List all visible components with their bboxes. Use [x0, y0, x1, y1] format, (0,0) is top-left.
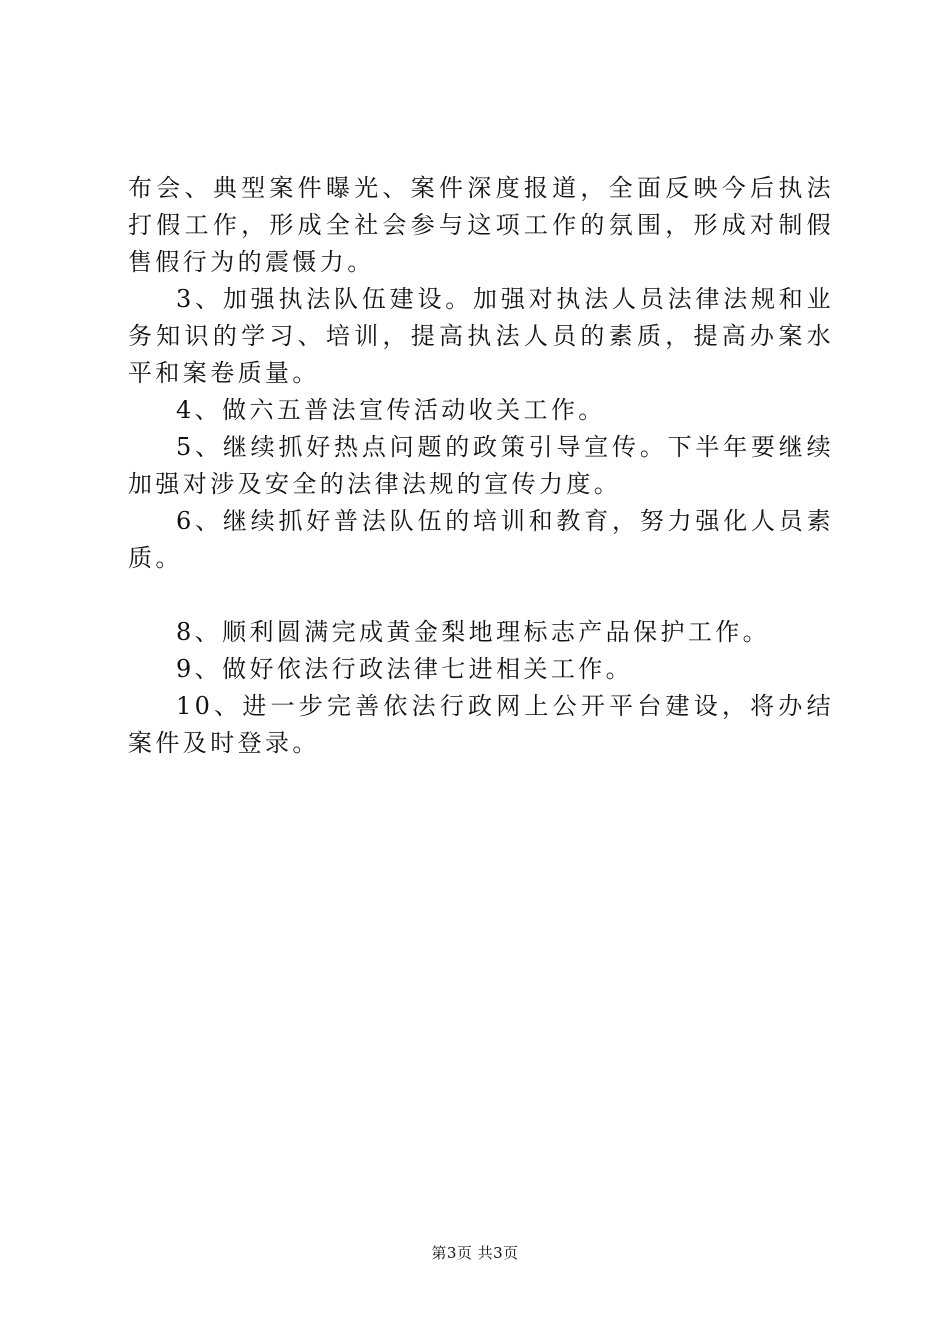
paragraph-item-9: 9、做好依法行政法律七进相关工作。 — [176, 655, 634, 683]
paragraph-item-4: 4、做六五普法宣传活动收关工作。 — [176, 396, 606, 424]
paragraph-item-3: 3、加强执法队伍建设。加强对执法人员法律法规和业务知识的学习、培训，提高执法人员的素质，提高办案水平和案卷质量。 — [128, 285, 834, 387]
paragraph-continuation: 布会、典型案件曝光、案件深度报道，全面反映今后执法打假工作，形成全社会参与这项工作的氛围，形成对制假售假行为的震慑力。 — [128, 174, 834, 276]
paragraph-item-8: 8、顺利圆满完成黄金梨地理标志产品保护工作。 — [176, 618, 771, 646]
paragraph-item-10: 10、进一步完善依法行政网上公开平台建设，将办结案件及时登录。 — [128, 692, 834, 757]
paragraph-item-5: 5、继续抓好热点问题的政策引导宣传。下半年要继续加强对涉及安全的法律法规的宣传力度。 — [128, 433, 834, 498]
page-number-label: 第3页 共3页 — [431, 1244, 519, 1262]
blank-line — [128, 577, 834, 614]
paragraph-item-6: 6、继续抓好普法队伍的培训和教育，努力强化人员素质。 — [128, 507, 834, 572]
page-footer — [0, 1242, 950, 1263]
document-body — [128, 170, 834, 762]
